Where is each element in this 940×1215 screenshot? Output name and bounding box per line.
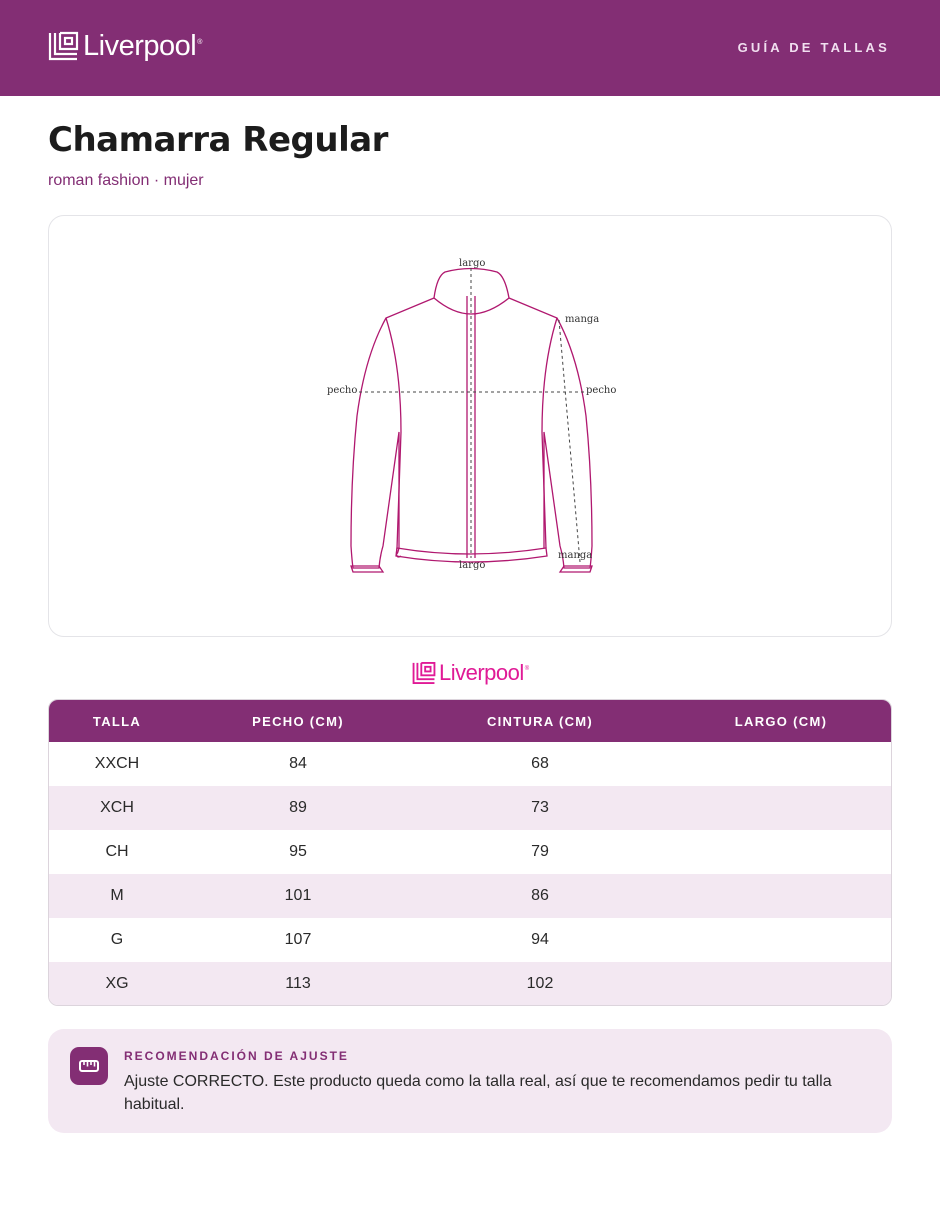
table-row <box>49 918 892 962</box>
liverpool-logo-icon <box>412 661 436 685</box>
product-subtitle: roman fashion · mujer <box>48 172 204 189</box>
brand-wordmark: Liverpool <box>83 30 197 62</box>
diagram-label-pecho-left: pecho <box>327 385 358 396</box>
cell-cintura: 68 <box>531 755 549 772</box>
diagram-label-largo-top: largo <box>459 258 486 269</box>
garment-diagram-card <box>48 215 892 637</box>
cell-largo <box>669 918 892 962</box>
liverpool-logo-icon <box>48 31 79 61</box>
cell-largo <box>669 786 892 830</box>
column-header-pecho: PECHO (CM) <box>252 713 344 729</box>
jacket-left-cuff <box>351 566 383 572</box>
cell-pecho: 95 <box>289 843 307 860</box>
table-row <box>49 830 892 874</box>
page-title: Chamarra Regular <box>48 120 388 160</box>
table-row <box>49 874 892 918</box>
cell-pecho: 84 <box>289 755 307 772</box>
cell-cintura: 86 <box>531 887 549 904</box>
fit-recommendation-card <box>48 1029 892 1133</box>
brand-logo[interactable] <box>48 30 202 62</box>
cell-pecho: 107 <box>284 931 312 948</box>
cell-largo <box>669 962 892 1006</box>
registered-mark: ® <box>524 666 530 672</box>
table-row <box>49 786 892 830</box>
cell-cintura: 79 <box>531 843 549 860</box>
cell-talla: XXCH <box>94 755 140 772</box>
registered-mark: ® <box>197 38 203 46</box>
ruler-icon <box>70 1047 108 1085</box>
cell-pecho: 113 <box>285 975 311 992</box>
table-header-row <box>49 700 892 742</box>
diagram-label-largo-bottom: largo <box>459 560 486 571</box>
cell-cintura: 94 <box>531 931 549 948</box>
cell-pecho: 101 <box>284 887 312 904</box>
recommendation-text: Ajuste CORRECTO. Este producto queda como la talla real, así que te recomendamos pedir tu talla habitual. <box>124 1073 832 1113</box>
header-bar <box>0 0 940 96</box>
recommendation-label: RECOMENDACIÓN DE AJUSTE <box>124 1049 349 1063</box>
cell-largo <box>669 830 892 874</box>
table-row <box>49 742 892 786</box>
manga-measure-line <box>559 320 580 562</box>
column-header-talla: TALLA <box>92 713 142 729</box>
cell-talla: G <box>110 931 124 948</box>
cell-pecho: 89 <box>289 799 307 816</box>
brand-wordmark-secondary: Liverpool <box>439 660 524 685</box>
jacket-right-side <box>509 298 592 568</box>
column-header-largo: LARGO (CM) <box>734 713 828 729</box>
diagram-label-manga-top: manga <box>565 314 600 325</box>
size-guide-nav-label[interactable]: GUÍA DE TALLAS <box>737 40 890 55</box>
jacket-diagram <box>49 216 893 638</box>
diagram-label-manga-bottom: manga <box>558 550 593 561</box>
column-header-cintura: CINTURA (CM) <box>486 713 594 729</box>
cell-talla: M <box>110 887 124 904</box>
cell-cintura: 73 <box>531 799 549 816</box>
cell-talla: XG <box>105 975 129 992</box>
cell-talla: XCH <box>100 799 134 816</box>
cell-largo <box>669 874 892 918</box>
table-row <box>49 962 892 1006</box>
diagram-label-pecho-right: pecho <box>586 385 617 396</box>
cell-talla: CH <box>105 843 129 860</box>
size-table <box>48 699 892 1006</box>
brand-logo-secondary <box>412 660 529 686</box>
cell-cintura: 102 <box>526 975 554 992</box>
jacket-right-cuff <box>560 566 592 572</box>
cell-largo <box>669 742 892 786</box>
jacket-left-side <box>351 298 434 568</box>
